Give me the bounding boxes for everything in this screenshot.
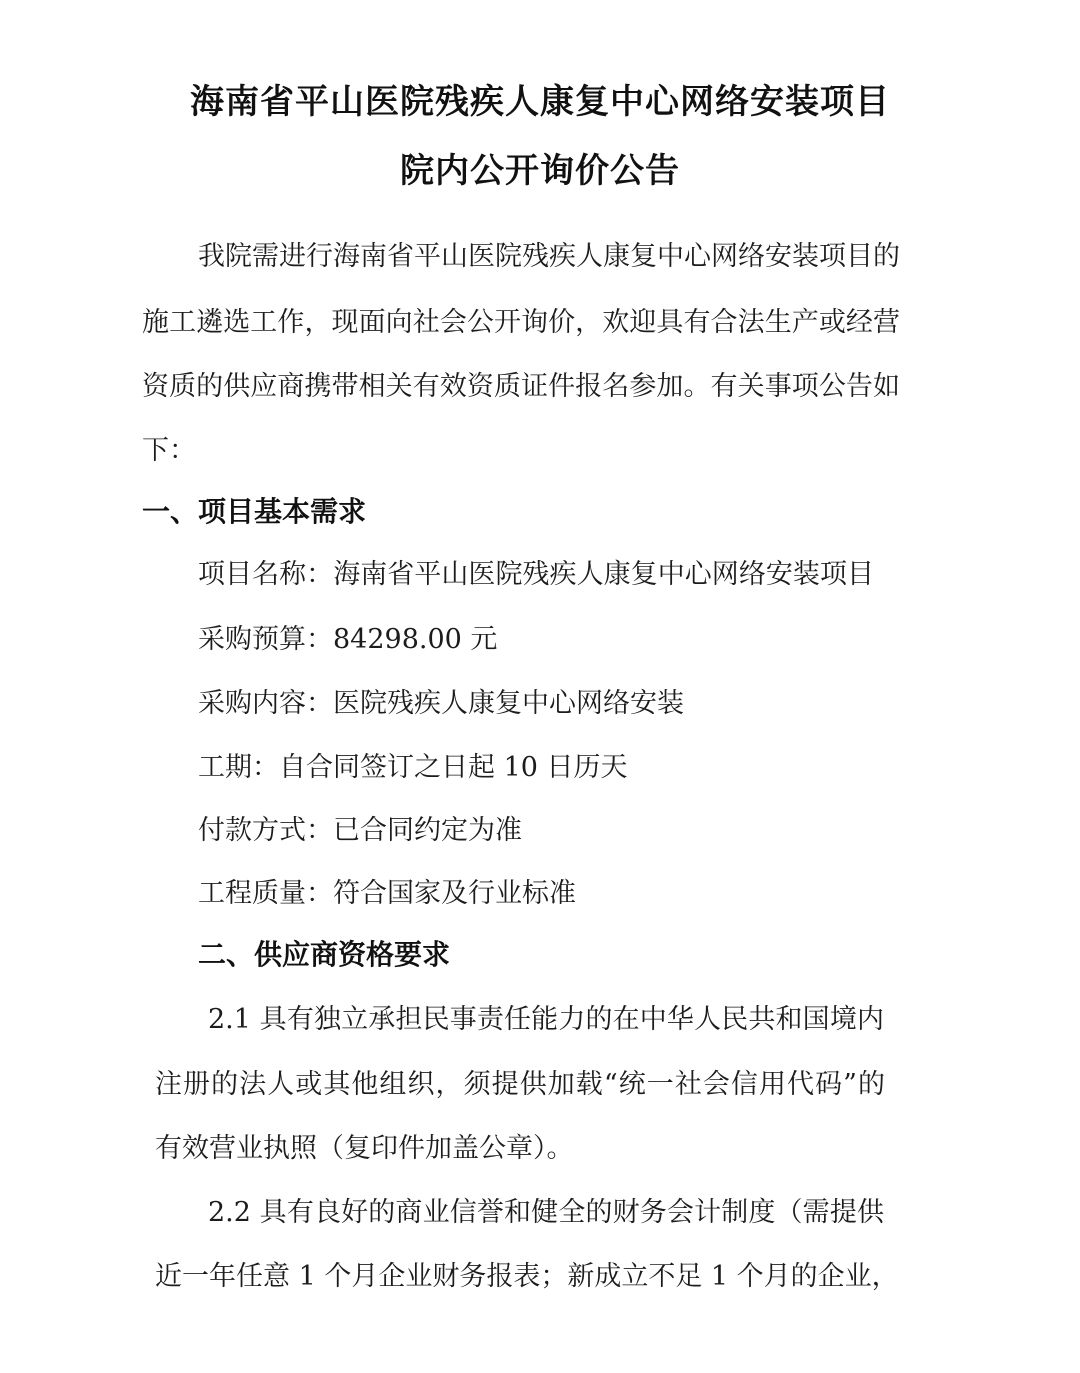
intro-line-2: 施工遴选工作，现面向社会公开询价，欢迎具有合法生产或经营 [142, 307, 900, 338]
payment-method-item: 付款方式：已合同约定为准 [198, 815, 522, 846]
intro-line-4: 下： [142, 435, 196, 466]
duration-item: 工期：自合同签订之日起 10 日历天 [198, 752, 628, 783]
requirement-2-2-line-2: 近一年任意 1 个月企业财务报表；新成立不足 1 个月的企业， [155, 1261, 899, 1292]
intro-line-3: 资质的供应商携带相关有效资质证件报名参加。有关事项公告如 [142, 371, 900, 402]
document-title-line1: 海南省平山医院残疾人康复中心网络安装项目 [190, 82, 890, 122]
section1-heading: 一、项目基本需求 [142, 495, 367, 528]
section2-heading: 二、供应商资格要求 [198, 938, 451, 971]
requirement-2-1-line-1: 2.1 具有独立承担民事责任能力的在中华人民共和国境内 [208, 1004, 884, 1035]
requirement-2-1-line-3: 有效营业执照（复印件加盖公章）。 [155, 1133, 574, 1164]
procurement-content-item: 采购内容：医院残疾人康复中心网络安装 [198, 688, 684, 719]
requirement-2-1-line-2: 注册的法人或其他组织，须提供加载“统一社会信用代码”的 [155, 1069, 885, 1100]
quality-item: 工程质量：符合国家及行业标准 [198, 878, 576, 909]
intro-line-1: 我院需进行海南省平山医院残疾人康复中心网络安装项目的 [198, 241, 900, 272]
document-title-line2: 院内公开询价公告 [400, 151, 680, 191]
budget-item: 采购预算：84298.00 元 [198, 624, 498, 655]
project-name-item: 项目名称：海南省平山医院残疾人康复中心网络安装项目 [198, 559, 874, 590]
requirement-2-2-line-1: 2.2 具有良好的商业信誉和健全的财务会计制度（需提供 [208, 1197, 884, 1228]
